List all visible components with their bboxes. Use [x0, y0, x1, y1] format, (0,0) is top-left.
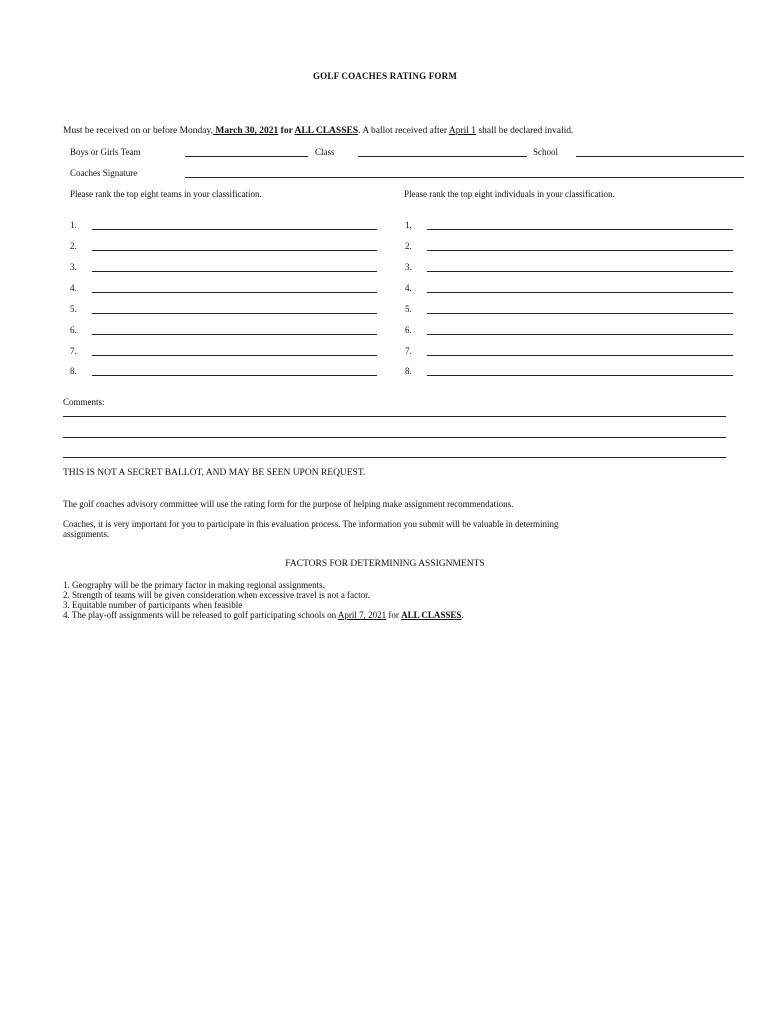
team-rank-field[interactable]: [92, 303, 377, 314]
class-field[interactable]: [358, 146, 527, 157]
factor4-for: for: [386, 610, 402, 620]
comment-line[interactable]: [63, 447, 726, 458]
factor-item: [63, 610, 464, 620]
individual-rank-field[interactable]: [427, 240, 733, 251]
individual-rank-number: 4.: [405, 283, 412, 293]
school-field[interactable]: [576, 146, 744, 157]
team-rank-field[interactable]: [92, 240, 377, 251]
team-rank-number: 7.: [70, 346, 77, 356]
individual-rank-number: 2.: [405, 241, 412, 251]
team-rank-field[interactable]: [92, 345, 377, 356]
individual-rank-field[interactable]: [427, 303, 733, 314]
team-rank-field[interactable]: [92, 324, 377, 335]
comment-line[interactable]: [63, 427, 726, 438]
team-label: Boys or Girls Team: [70, 147, 141, 157]
individual-rank-number: 5.: [405, 304, 412, 314]
individual-rank-field[interactable]: [427, 345, 733, 356]
deadline-pre: Must be received on or before Monday,: [63, 126, 214, 136]
secret-ballot-notice: THIS IS NOT A SECRET BALLOT, AND MAY BE SEEN UPON REQUEST.: [63, 468, 366, 478]
team-field[interactable]: [185, 146, 308, 157]
team-rank-field[interactable]: [92, 219, 377, 230]
factor-item: 1. Geography will be the primary factor in making regional assignments.: [63, 580, 325, 590]
participate-text-line2: assignments.: [63, 529, 110, 539]
class-label: Class: [315, 147, 335, 157]
factors-heading: FACTORS FOR DETERMINING ASSIGNMENTS: [285, 559, 485, 569]
individual-rank-field[interactable]: [427, 261, 733, 272]
school-label: School: [533, 147, 559, 157]
comment-line[interactable]: [63, 406, 726, 417]
individual-rank-number: 1.: [405, 220, 412, 230]
factor-item: 3. Equitable number of participants when feasible: [63, 600, 243, 610]
team-rank-number: 1.: [70, 220, 77, 230]
deadline-end: shall be declared invalid.: [476, 126, 574, 136]
comments-label: Comments:: [63, 397, 105, 407]
deadline-for: for: [278, 126, 295, 136]
team-rank-number: 6.: [70, 325, 77, 335]
rank-teams-instruction: Please rank the top eight teams in your classification.: [70, 189, 262, 199]
deadline-date: March 30, 2021: [213, 126, 279, 136]
team-rank-number: 8.: [70, 366, 77, 376]
team-rank-field[interactable]: [92, 282, 377, 293]
factor4-date: April 7, 2021: [337, 610, 387, 620]
signature-label: Coaches Signature: [70, 168, 138, 178]
factor4-pre: 4. The play-off assignments will be released to golf participating schools on: [63, 610, 338, 620]
factor4-classes: ALL CLASSES: [401, 610, 462, 620]
participate-text-line1: Coaches, it is very important for you to participate in this evaluation process. The information you submit will be valuable in determining: [63, 519, 559, 529]
individual-rank-number: 3.: [405, 262, 412, 272]
deadline-after-date: April 1: [448, 126, 477, 136]
team-rank-field[interactable]: [92, 261, 377, 272]
team-rank-field[interactable]: [92, 365, 377, 376]
factors-list: [63, 580, 464, 620]
individual-rank-number: 6.: [405, 325, 412, 335]
individual-rank-number: 8.: [405, 366, 412, 376]
individual-rank-field[interactable]: [427, 282, 733, 293]
team-rank-number: 5.: [70, 304, 77, 314]
deadline-post: . A ballot received after: [358, 126, 449, 136]
individual-rank-field[interactable]: [427, 324, 733, 335]
factor4-end: .: [461, 610, 464, 620]
signature-field[interactable]: [185, 167, 744, 178]
form-title: GOLF COACHES RATING FORM: [312, 71, 458, 81]
individual-rank-field[interactable]: [427, 365, 733, 376]
team-rank-number: 4.: [70, 283, 77, 293]
team-rank-number: 2.: [70, 241, 77, 251]
individual-rank-number: 7.: [405, 346, 412, 356]
rank-individuals-instruction: Please rank the top eight individuals in your classification.: [404, 189, 615, 199]
factor-item: 2. Strength of teams will be given consideration when excessive travel is not a factor.: [63, 590, 370, 600]
team-rank-number: 3.: [70, 262, 77, 272]
deadline-classes: ALL CLASSES: [294, 126, 359, 136]
individual-rank-field[interactable]: [427, 219, 733, 230]
advisory-text: The golf coaches advisory committee will use the rating form for the purpose of helping make assignment recommendations.: [63, 499, 514, 509]
deadline-notice: [63, 126, 573, 136]
